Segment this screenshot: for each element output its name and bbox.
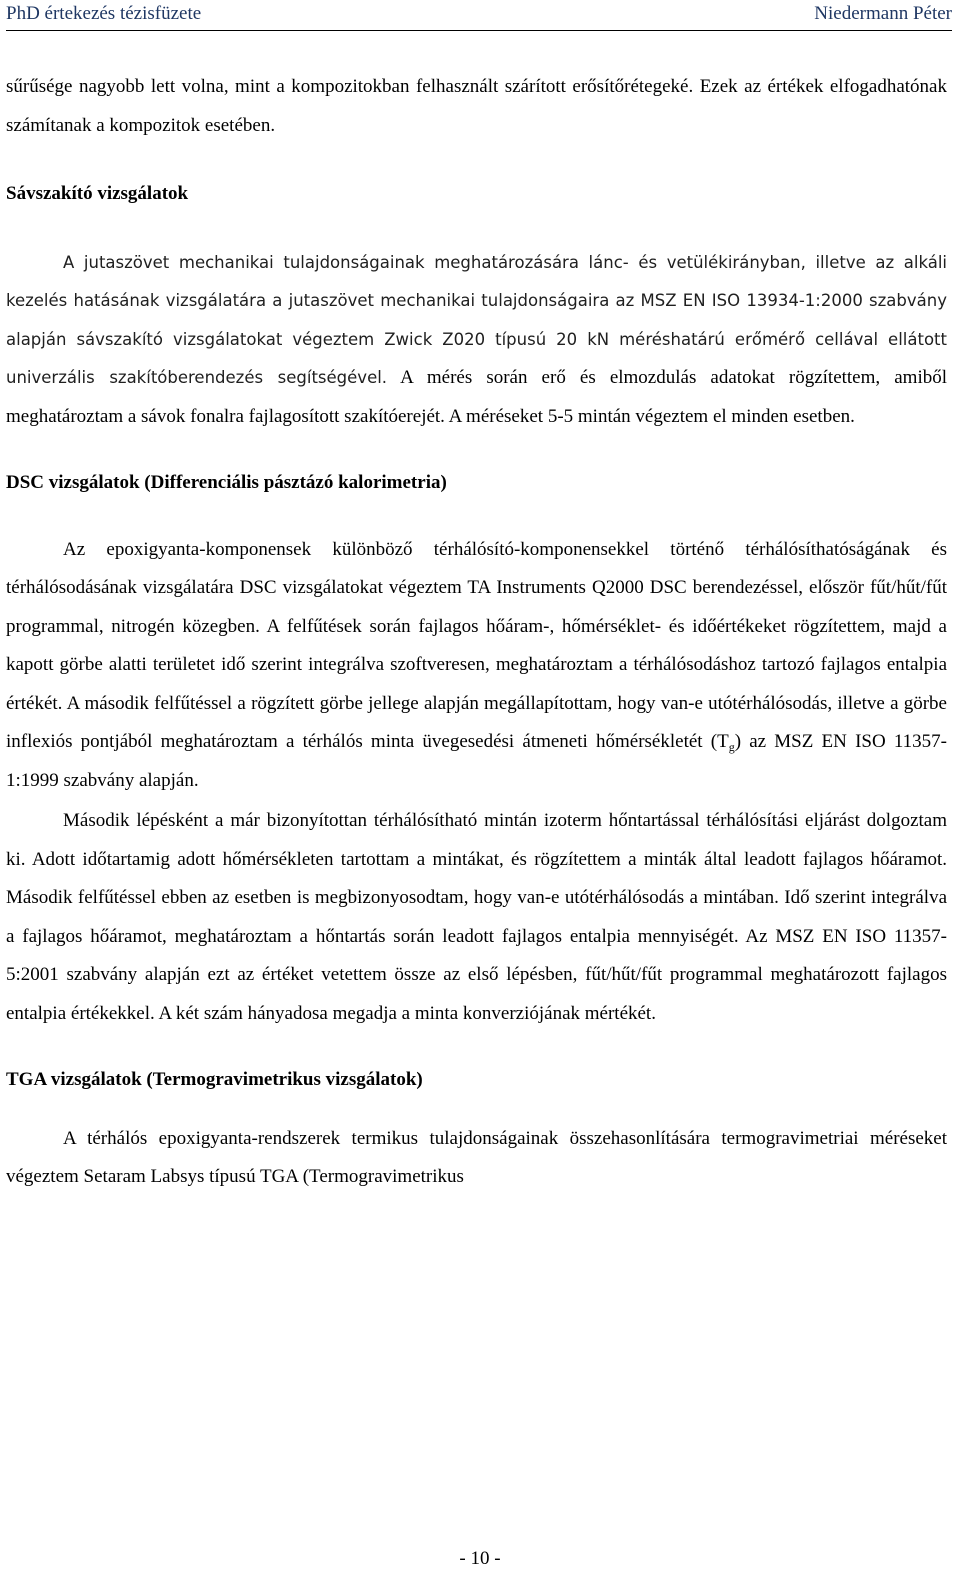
running-header bbox=[6, 0, 952, 31]
page-body bbox=[6, 68, 947, 1197]
paragraph-dsc-1-text: Az epoxigyanta-komponensek különböző térhálósító-komponensekkel történő térhálósíthatóságának és térhálósodásának vizsgálatára DSC vizsgálatokat végeztem TA Instruments Q2000 DSC berendezéssel, először fűt/hűt/fűt programmal, nitrogén közegben. A felfűtések során fajlagos hőáram-, hőmérséklet- és időértékeket rögzítettem, majd a kapott görbe alatti területet idő szerint integrálva szoftveresen, meghatároztam a térhálósodáshoz tartozó fajlagos entalpia értékét. A második felfűtéssel a rögzített görbe jellege alapján megállapítottam, hogy van-e utótérhálósodás, illetve a görbe inflexiós pontjából meghatároztam a térhálós minta üvegesedési átmeneti hőmérsékletét (T bbox=[6, 538, 947, 752]
page-number: - 10 - bbox=[459, 1548, 501, 1569]
intro-paragraph: sűrűsége nagyobb lett volna, mint a kompozitokban felhasznált szárított erősítőrétegeké. Ezek az értékek elfogadhatónak számítanak a kompozitok esetében. bbox=[6, 76, 947, 136]
paragraph-savszakito bbox=[6, 244, 947, 437]
paragraph-dsc-2: Második lépésként a már bizonyítottan térhálósítható mintán izoterm hőntartással térhálósítási eljárást dolgoztam ki. Adott időtartamig adott hőmérsékleten tartottam a mintákat, és rögzítettem a minták által leadott fajlagos hőáramot. Második felfűtéssel ebben az esetben is megbizonyosodtam, hogy van-e utótérhálósodás a mintában. Idő szerint integrálva a fajlagos hőáramot, meghatároztam a hőntartás során leadott fajlagos entalpia mennyiségét. Az MSZ EN ISO 11357-5:2001 szabvány alapján ezt az értéket vetettem össze az első lépésben, fűt/hűt/fűt programmal meghatározott fajlagos entalpia értékekkel. A két szám hányadosa megadja a minta konverziójának mértékét. bbox=[6, 810, 947, 1024]
paragraph-savszakito-part1: A jutaszövet mechanikai tulajdonságainak meghatározására lánc- és vetülékirányban, illetve az alkáli kezelés hatásának vizsgálatára a jutaszövet mechanikai tulajdonságaira az MSZ EN ISO 13934-1:2000 szabvány alapján sávszakító vizsgálatokat végeztem Zwick Z020 típusú 20 kN méréshatárú erőmérő cellával ellátott univerzális szakítóberendezés segítségével. bbox=[6, 252, 947, 387]
tg-subscript: g bbox=[728, 740, 735, 754]
paragraph-savszakito-part2: A mérés során erő és elmozdulás adatokat rögzítettem, amiből meghatároztam a sávok fonalra fajlagosított szakítóerejét. A méréseket 5-5 mintán végeztem el minden esetben. bbox=[6, 367, 947, 427]
header-author: Niedermann Péter bbox=[814, 3, 952, 24]
paragraph-dsc-1 bbox=[6, 531, 947, 801]
heading-savszakito: Sávszakító vizsgálatok bbox=[6, 183, 189, 204]
paragraph-dsc-1-tail: ) az MSZ EN ISO 11357-1:1999 szabvány alapján. bbox=[6, 731, 948, 791]
paragraph-tga-1: A térhálós epoxigyanta-rendszerek termikus tulajdonságainak összehasonlítására termogravimetriai méréseket végeztem Setaram Labsys típusú TGA (Termogravimetrikus bbox=[6, 1127, 947, 1187]
header-title: PhD értekezés tézisfüzete bbox=[6, 3, 202, 24]
heading-tga: TGA vizsgálatok (Termogravimetrikus vizsgálatok) bbox=[6, 1069, 423, 1090]
heading-dsc: DSC vizsgálatok (Differenciális pásztázó kalorimetria) bbox=[6, 472, 447, 493]
